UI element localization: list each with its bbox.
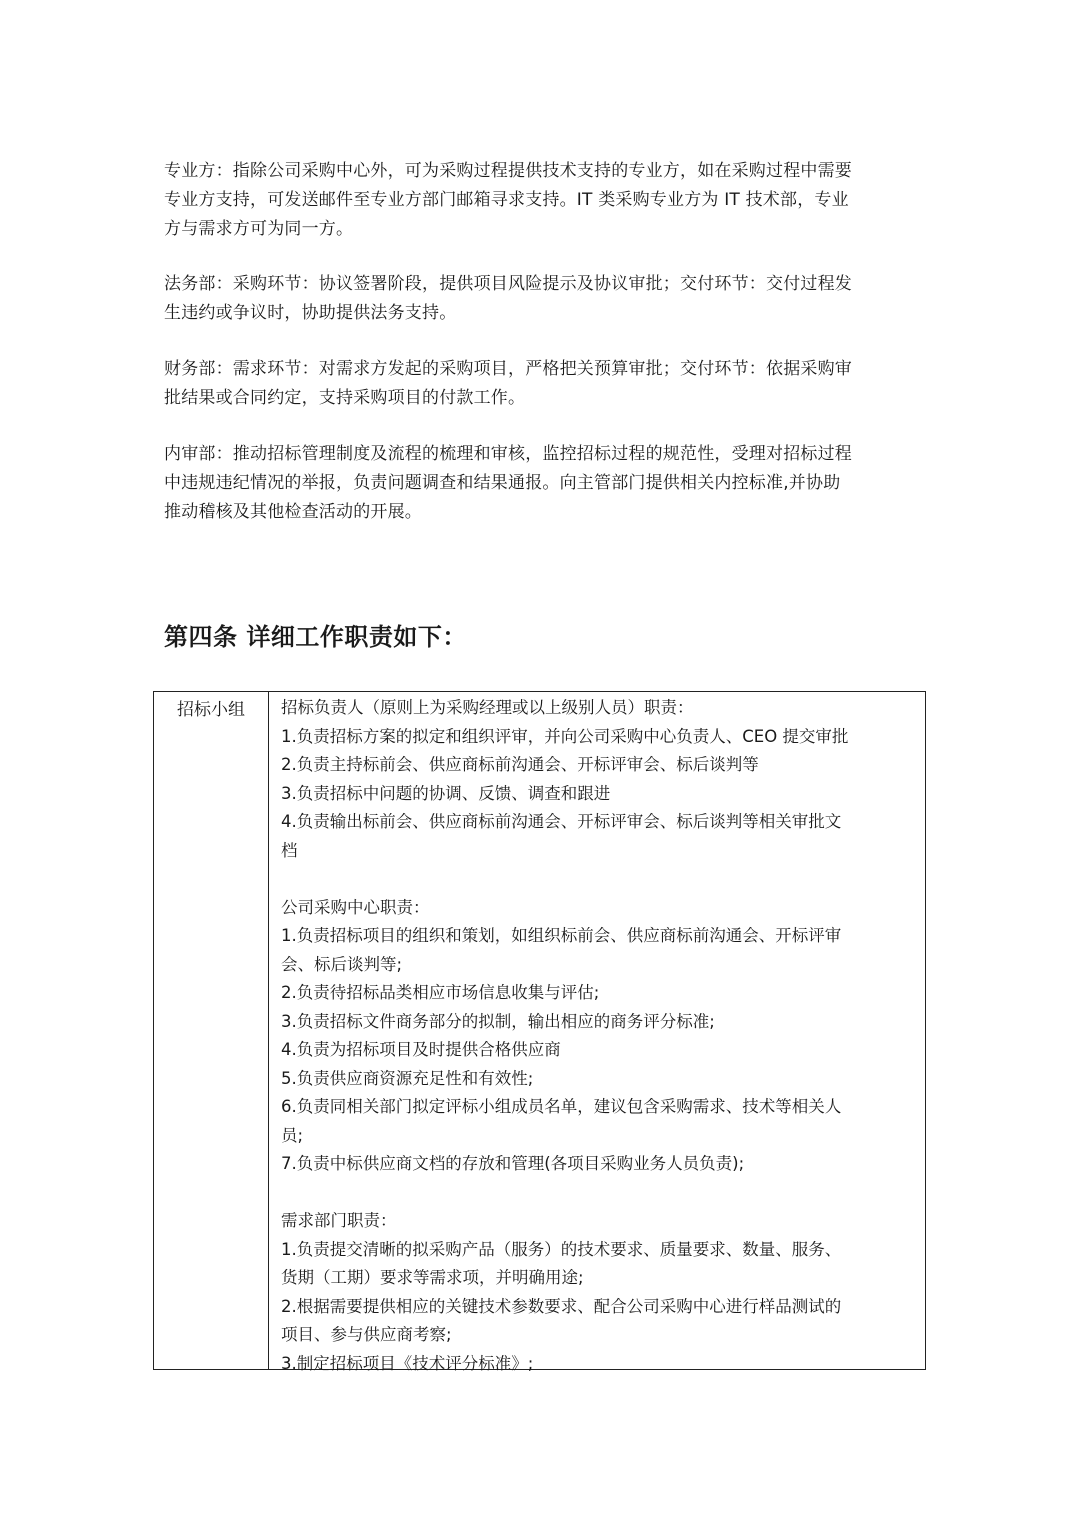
text-line: 专业方支持，可发送邮件至专业方部门邮箱寻求支持。IT 类采购专业方为 IT 技术部，专业 [164,190,849,210]
text-line: 中违规违纪情况的举报，负责问题调查和结果通报。向主管部门提供相关内控标准,并协助 [164,473,841,493]
table-text-line: 货期（工期）要求等需求项，并明确用途; [281,1268,584,1287]
table-text-line: 1.负责招标方案的拟定和组织评审，并向公司采购中心负责人、CEO 提交审批 [281,726,849,746]
table-text-line: 2.负责待招标品类相应市场信息收集与评估; [281,983,600,1002]
table-text-line: 公司采购中心职责： [281,897,430,917]
text-line: 方与需求方可为同一方。 [164,219,354,239]
table-text-line: 3.负责招标文件商务部分的拟制，输出相应的商务评分标准; [281,1011,715,1031]
table-text-line: 档 [281,840,298,860]
blank-line [281,865,921,894]
table-text-line: 1.负责招标项目的组织和策划，如组织标前会、供应商标前沟通会、开标评审 [281,926,842,945]
column-divider [268,692,269,1369]
table-text-line: 3.负责招标中问题的协调、反馈、调查和跟进 [281,783,611,803]
table-text-line: 1.负责提交清晰的拟采购产品（服务）的技术要求、质量要求、数量、服务、 [281,1239,842,1259]
table-text-line: 4.负责为招标项目及时提供合格供应商 [281,1040,561,1059]
blank-line [281,1179,921,1208]
text-line: 专业方：指除公司采购中心外，可为采购过程提供技术支持的专业方，如在采购过程中需要 [164,161,852,181]
paragraph-legal-department [164,270,920,328]
table-text-line: 6.负责同相关部门拟定评标小组成员名单，建议包含采购需求、技术等相关人 [281,1097,842,1116]
table-text-line: 7.负责中标供应商文档的存放和管理(各项目采购业务人员负责); [281,1154,745,1173]
table-text-line: 员; [281,1125,304,1145]
table-text-line: 需求部门职责： [281,1211,397,1230]
table-label-cell: 招标小组 [177,700,245,720]
table-text-line: 3.制定招标项目《技术评分标准》; [281,1353,534,1373]
table-text-line: 4.负责输出标前会、供应商标前沟通会、开标评审会、标后谈判等相关审批文 [281,812,842,831]
table-text-line: 招标负责人（原则上为采购经理或以上级别人员）职责： [281,698,694,717]
paragraph-professional-party [164,157,920,244]
text-line: 推动稽核及其他检查活动的开展。 [164,502,422,522]
table-text-line: 会、标后谈判等; [281,954,403,974]
paragraph-internal-audit [164,440,920,527]
table-content-cell [281,694,921,1378]
table-text-line: 2.根据需要提供相应的关键技术参数要求、配合公司采购中心进行样品测试的 [281,1296,842,1316]
section-heading: 第四条 详细工作职责如下： [164,623,467,651]
text-line: 财务部：需求环节：对需求方发起的采购项目，严格把关预算审批；交付环节：依据采购审 [164,359,852,379]
table-text-line: 2.负责主持标前会、供应商标前沟通会、开标评审会、标后谈判等 [281,755,759,774]
paragraph-finance-department [164,355,920,413]
table-text-line: 项目、参与供应商考察; [281,1325,452,1344]
text-line: 法务部：采购环节：协议签署阶段，提供项目风险提示及协议审批；交付环节：交付过程发 [164,274,852,294]
responsibility-table [153,691,926,1373]
text-line: 生违约或争议时，协助提供法务支持。 [164,303,457,323]
table-text-line: 5.负责供应商资源充足性和有效性; [281,1068,534,1088]
text-line: 内审部：推动招标管理制度及流程的梳理和审核，监控招标过程的规范性，受理对招标过程 [164,444,852,464]
text-line: 批结果或合同约定，支持采购项目的付款工作。 [164,388,526,408]
